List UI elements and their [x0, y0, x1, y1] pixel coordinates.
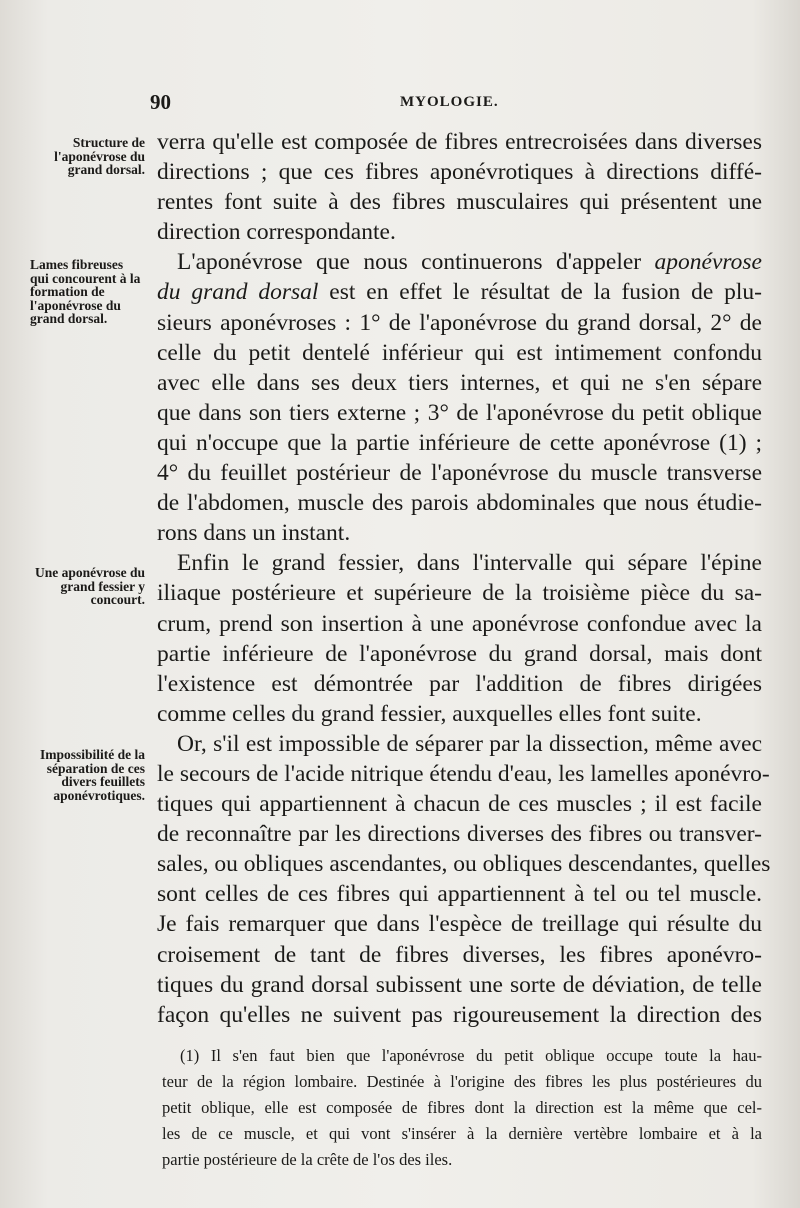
text-line: Or, s'il est impossible de séparer par la dissection, même avec [177, 730, 762, 757]
footnote-line: petit oblique, elle est composée de fibres dont la direction est la même que cel- [162, 1098, 762, 1117]
footnote-line: partie postérieure de la crête de l'os des iles. [162, 1150, 453, 1169]
italic-term: du grand dorsal [157, 279, 319, 306]
running-title: MYOLOGIE. [400, 94, 499, 110]
footnote-line: les de ce muscle, et qui vont s'insérer à la dernière vertèbre lombaire et à la [162, 1124, 762, 1143]
text-line: tiques qui appartiennent à chacun de ces muscles ; il est facile [157, 791, 762, 818]
text-line: l'existence est démontrée par l'addition de fibres dirigées [157, 670, 762, 697]
text-line: que dans son tiers externe ; 3° de l'aponévrose du petit oblique [157, 399, 762, 426]
margin-note: Une aponévrose du grand fessier y concourt. [34, 565, 145, 607]
page-number: 90 [150, 90, 171, 114]
footnotes [162, 1043, 762, 1173]
text-line: iliaque postérieure et supérieure de la troisième pièce du sa- [157, 580, 762, 607]
text-line: crum, prend son insertion à une aponévrose confondue avec la [157, 610, 762, 637]
text-line: tiques du grand dorsal subissent une sorte de déviation, de telle [157, 971, 762, 998]
text-fragment: est en effet le résultat de la fusion de plu- [329, 279, 762, 306]
text-line: 4° du feuillet postérieur de l'aponévrose du muscle transverse [157, 460, 762, 487]
text-line: comme celles du grand fessier, auxquelles elles font suite. [157, 700, 702, 727]
text-line: directions ; que ces fibres aponévrotiques à directions diffé- [157, 159, 762, 186]
margin-note: Structure de l'aponévrose du grand dorsal. [54, 135, 145, 177]
text-line: sont celles de ces fibres qui appartiennent à tel ou tel muscle. [157, 881, 762, 908]
body-text [157, 127, 771, 1030]
page-header [150, 90, 770, 116]
text-line: de l'abdomen, muscle des parois abdominales que nous étudie- [157, 490, 762, 517]
margin-note: Impossibilité de la séparation de ces divers feuillets aponévrotiques. [39, 747, 145, 803]
text-line: le secours de l'acide nitrique étendu d'eau, les lamelles aponévro- [157, 760, 770, 787]
text-line: verra qu'elle est composée de fibres entrecroisées dans diverses [157, 129, 762, 155]
italic-term: aponévrose [654, 249, 762, 276]
footnote-line: (1) Il s'en faut bien que l'aponévrose du petit oblique occupe toute la hau- [180, 1046, 762, 1065]
footnote-line: teur de la région lombaire. Destinée à l'origine des fibres les plus postérieures du [162, 1072, 762, 1091]
text-fragment: L'aponévrose que nous continuerons d'appeler [177, 249, 642, 276]
text-line [157, 247, 762, 277]
text-line: façon qu'elles ne suivent pas rigoureusement la direction des [157, 1001, 762, 1028]
text-line: celle du petit dentelé inférieur qui est intimement confondu [157, 339, 762, 366]
text-line: avec elle dans ses deux tiers internes, et qui ne s'en sépare [157, 369, 762, 396]
text-line: rentes font suite à des fibres musculaires qui présentent une [157, 189, 762, 216]
text-line: croisement de tant de fibres diverses, les fibres aponévro- [157, 941, 762, 968]
text-line: partie inférieure de l'aponévrose du grand dorsal, mais dont [157, 640, 762, 667]
text-line: sales, ou obliques ascendantes, ou obliques descendantes, quelles [157, 851, 771, 878]
text-line: direction correspondante. [157, 219, 396, 246]
text-line: Enfin le grand fessier, dans l'intervalle qui sépare l'épine [177, 550, 762, 577]
text-line: qui n'occupe que la partie inférieure de cette aponévrose (1) ; [157, 429, 762, 456]
text-line: de reconnaître par les directions diverses des fibres ou transver- [157, 821, 762, 848]
text-line: rons dans un instant. [157, 520, 351, 547]
text-line: Je fais remarquer que dans l'espèce de treillage qui résulte du [157, 911, 762, 938]
margin-note: Lames fibreuses qui concourent à la formation de l'aponévrose du grand dorsal. [30, 257, 141, 326]
text-line [157, 277, 762, 307]
text-line: sieurs aponévroses : 1° de l'aponévrose du grand dorsal, 2° de [157, 309, 762, 336]
